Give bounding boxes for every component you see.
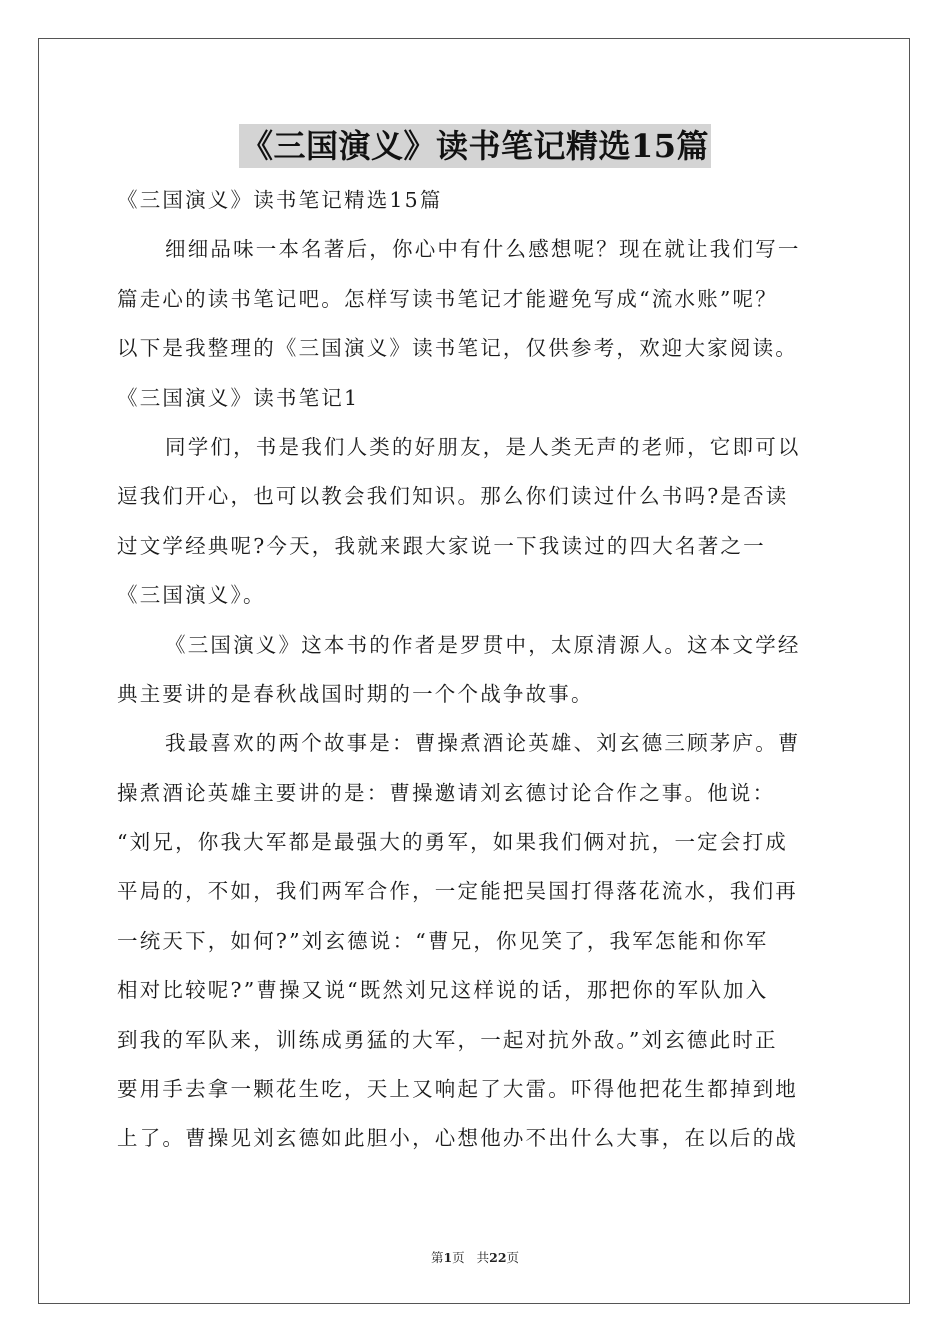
paragraph-line: 我最喜欢的两个故事是：曹操煮酒论英雄、刘玄德三顾茅庐。曹: [165, 731, 801, 756]
paragraph-line: 操煮酒论英雄主要讲的是：曹操邀请刘玄德讨论合作之事。他说：: [117, 780, 776, 805]
total-pages: 22: [489, 1250, 507, 1265]
subtitle-line: 《三国演义》读书笔记精选15篇: [117, 188, 443, 212]
paragraph-line: 一统天下，如何?”刘玄德说：“曹兄，你见笑了，我军怎能和你军: [117, 928, 769, 953]
paragraph-line: 以下是我整理的《三国演义》读书笔记，仅供参考，欢迎大家阅读。: [117, 336, 798, 361]
section-heading: 《三国演义》读书笔记1: [117, 385, 360, 410]
document-body: [117, 176, 837, 1164]
title-container: [0, 124, 950, 168]
paragraph-line: 相对比较呢?”曹操又说“既然刘兄这样说的话，那把你的军队加入: [117, 978, 769, 1003]
paragraph-line: 《三国演义》这本书的作者是罗贯中，太原清源人。这本文学经: [165, 632, 801, 657]
paragraph-line: 篇走心的读书笔记吧。怎样写读书笔记才能避免写成“流水账”呢？: [117, 286, 778, 311]
paragraph-line: 逗我们开心，也可以教会我们知识。那么你们读过什么书吗?是否读: [117, 484, 789, 509]
paragraph-line: 平局的，不如，我们两军合作，一定能把吴国打得落花流水，我们再: [117, 879, 798, 904]
paragraph-line: 同学们，书是我们人类的好朋友，是人类无声的老师，它即可以: [165, 434, 801, 459]
paragraph-line: 过文学经典呢?今天，我就来跟大家说一下我读过的四大名著之一: [117, 533, 766, 558]
paragraph-line: 要用手去拿一颗花生吃，天上又响起了大雷。吓得他把花生都掉到地: [117, 1077, 798, 1102]
paragraph-line: 上了。曹操见刘玄德如此胆小，心想他办不出什么大事，在以后的战: [117, 1126, 798, 1151]
paragraph-line: 《三国演义》。: [117, 583, 266, 608]
paragraph-line: 典主要讲的是春秋战国时期的一个个战争故事。: [117, 681, 594, 706]
footer-page-suffix: 页: [452, 1250, 465, 1265]
footer-total-suffix: 页: [506, 1250, 520, 1265]
footer-prefix: 第: [430, 1250, 444, 1265]
paragraph-line: 细细品味一本名著后，你心中有什么感想呢？现在就让我们写一: [165, 237, 801, 262]
paragraph-line: “刘兄，你我大军都是最强大的勇军，如果我们俩对抗，一定会打成: [117, 830, 788, 855]
paragraph-line: 到我的军队来，训练成勇猛的大军，一起对抗外敌。”刘玄德此时正: [117, 1027, 778, 1052]
footer-total-prefix: 共: [476, 1250, 490, 1265]
page-footer: [0, 1248, 950, 1266]
document-title: 《三国演义》读书笔记精选15篇: [239, 124, 711, 168]
page-number: 1: [443, 1250, 453, 1265]
